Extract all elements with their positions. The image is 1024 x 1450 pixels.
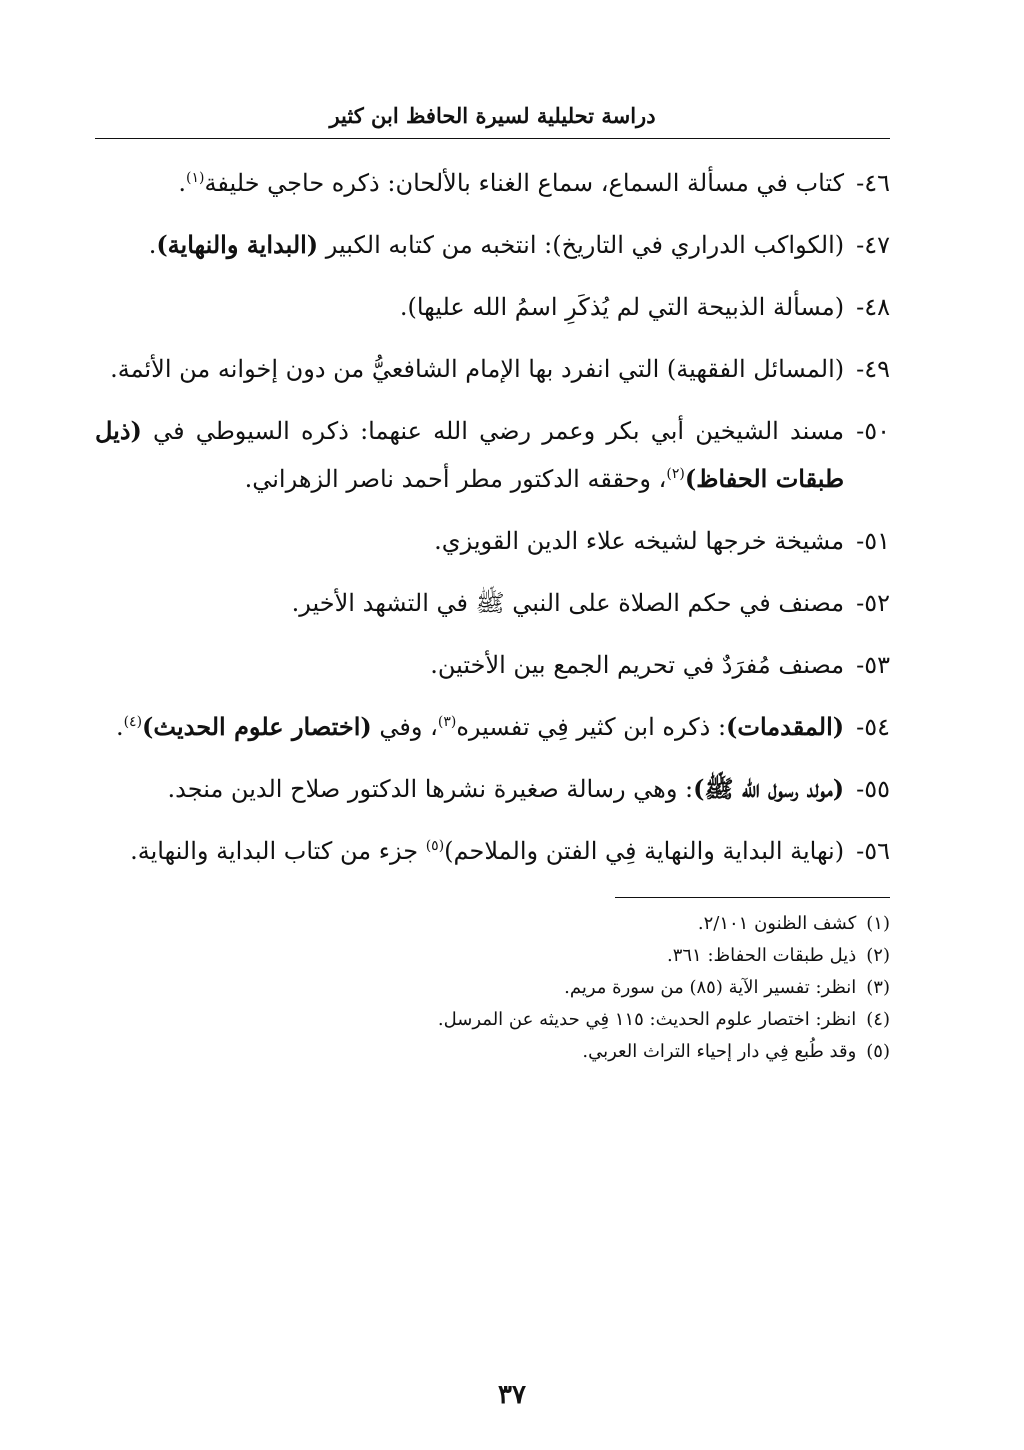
bold-title: (مولد رسول الله ﷺ) xyxy=(693,774,845,803)
item-text xyxy=(95,641,844,689)
footnote-text: وقد طُبع فِي دار إحياء التراث العربي. xyxy=(582,1041,857,1062)
text-run: (الكواكب الدراري في التاريخ): انتخبه من كتابه الكبير xyxy=(318,231,845,259)
bold-title: (البداية والنهاية) xyxy=(156,230,319,259)
text-run: . xyxy=(148,231,157,259)
list-item xyxy=(95,827,890,875)
text-run: . xyxy=(178,169,187,197)
text-run: مصنف مُفرَدٌ في تحريم الجمع بين الأختين. xyxy=(430,651,845,679)
text-run: مسند الشيخين أبي بكر وعمر رضي الله عنهما: ذكره السيوطي في xyxy=(141,417,845,445)
text-run: . xyxy=(115,713,124,741)
footnote-marker: (١) xyxy=(186,170,205,186)
text-run: (مسألة الذبيحة التي لم يُذكَرِ اسمُ الله عليها). xyxy=(399,293,845,321)
item-number: ٤٨- xyxy=(856,293,890,321)
bold-title: (ذيل طبقات الحفاظ) xyxy=(95,416,845,493)
item-text xyxy=(95,579,844,627)
footnote-number: (٤) xyxy=(866,1009,890,1030)
text-run: (المسائل الفقهية) التي انفرد بها الإمام الشافعيُّ من دون إخوانه من الأئمة. xyxy=(110,355,845,383)
list-item xyxy=(95,517,890,565)
header-rule xyxy=(95,138,890,139)
footnote-rule xyxy=(615,897,890,898)
text-run: جزء من كتاب البداية والنهاية. xyxy=(130,837,426,865)
list-item xyxy=(95,159,890,207)
bold-title: (المقدمات) xyxy=(726,712,845,741)
item-number: ٥٦- xyxy=(856,837,890,865)
item-number: ٥١- xyxy=(856,527,890,555)
item-text xyxy=(95,517,844,565)
footnote-marker: (٣) xyxy=(437,714,457,730)
item-text xyxy=(95,221,844,269)
item-number: ٥٢- xyxy=(856,589,890,617)
item-text xyxy=(95,407,844,503)
footnote-number: (٥) xyxy=(866,1041,890,1062)
footnote xyxy=(95,940,890,972)
text-run: : ذكره ابن كثير فِي تفسيره xyxy=(456,713,727,741)
page-number: ٣٧ xyxy=(498,1380,526,1410)
item-number: ٤٩- xyxy=(856,355,890,383)
list-item xyxy=(95,407,890,503)
footnote-number: (١) xyxy=(866,913,890,934)
item-text xyxy=(95,765,844,813)
item-text xyxy=(95,283,844,331)
footnote-number: (٢) xyxy=(866,945,890,966)
list-item xyxy=(95,345,890,393)
footnote-text: انظر: اختصار علوم الحديث: ١١٥ فِي حديثه عن المرسل. xyxy=(437,1009,857,1030)
text-run: كتاب في مسألة السماع، سماع الغناء بالألحان: ذكره حاجي خليفة xyxy=(204,169,845,197)
footnote xyxy=(95,1036,890,1068)
footnote-marker: (٤) xyxy=(123,714,143,730)
footnote-text: انظر: تفسير الآية (٨٥) من سورة مريم. xyxy=(564,977,857,998)
footnote-text: ذيل طبقات الحفاظ: ٣٦١. xyxy=(666,945,857,966)
footnote xyxy=(95,1004,890,1036)
text-run: ، وحققه الدكتور مطر أحمد ناصر الزهراني. xyxy=(244,465,667,493)
text-run: مصنف في حكم الصلاة على النبي ﷺ في التشهد الأخير. xyxy=(291,589,845,617)
running-head: دراسة تحليلية لسيرة الحافظ ابن كثير xyxy=(329,103,656,128)
item-number: ٤٧- xyxy=(856,231,890,259)
item-text xyxy=(95,703,844,751)
list-item xyxy=(95,579,890,627)
item-number: ٥٥- xyxy=(856,775,890,803)
footnote xyxy=(95,972,890,1004)
bold-title: (اختصار علوم الحديث) xyxy=(142,712,372,741)
entry-list xyxy=(95,159,890,875)
text-run: ، وفي xyxy=(371,713,438,741)
footnote-list xyxy=(95,908,890,1068)
text-run: مشيخة خرجها لشيخه علاء الدين القويزي. xyxy=(434,527,845,555)
footnote-marker: (٢) xyxy=(666,466,685,482)
footnote-number: (٣) xyxy=(866,977,890,998)
item-number: ٤٦- xyxy=(856,169,890,197)
footnote xyxy=(95,908,890,940)
book-page xyxy=(95,100,890,1390)
text-run: : وهي رسالة صغيرة نشرها الدكتور صلاح الدين منجد. xyxy=(167,775,694,803)
footnote-marker: (٥) xyxy=(425,838,445,854)
item-text xyxy=(95,827,844,875)
list-item xyxy=(95,221,890,269)
list-item xyxy=(95,283,890,331)
item-text xyxy=(95,159,844,207)
item-number: ٥٣- xyxy=(856,651,890,679)
list-item xyxy=(95,641,890,689)
footnote-text: كشف الظنون ٢/١٠١. xyxy=(697,913,857,934)
item-text xyxy=(95,345,844,393)
list-item xyxy=(95,703,890,751)
text-run: (نهاية البداية والنهاية فِي الفتن والملاحم) xyxy=(444,837,845,865)
item-number: ٥٠- xyxy=(856,417,890,445)
list-item xyxy=(95,765,890,813)
item-number: ٥٤- xyxy=(856,713,890,741)
